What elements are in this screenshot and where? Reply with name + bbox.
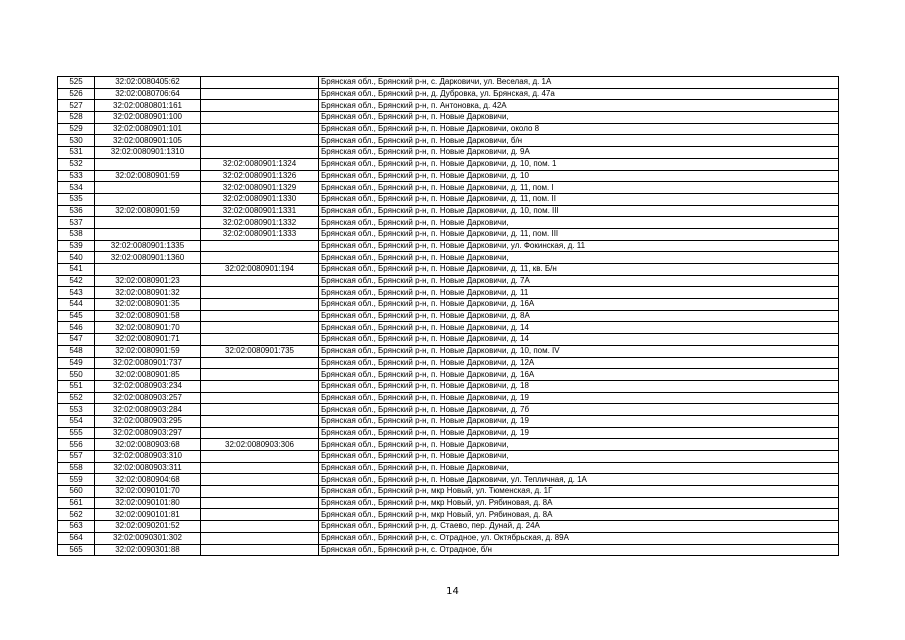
table-row <box>58 310 839 322</box>
cadastral-number-cell <box>95 264 201 276</box>
related-cadastral-number-cell <box>201 287 319 299</box>
row-number-cell: 525 <box>58 77 95 89</box>
row-number-cell: 552 <box>58 392 95 404</box>
row-number-cell: 556 <box>58 439 95 451</box>
table-row <box>58 322 839 334</box>
table-row <box>58 147 839 159</box>
related-cadastral-number-cell <box>201 240 319 252</box>
cadastral-number-cell: 32:02:0090201:52 <box>95 521 201 533</box>
cadastral-number-cell: 32:02:0090101:70 <box>95 486 201 498</box>
table-row <box>58 427 839 439</box>
address-cell: Брянская обл., Брянский р-н, п. Новые Дарковичи, около 8 <box>319 123 839 135</box>
table-row <box>58 439 839 451</box>
table-row <box>58 521 839 533</box>
row-number-cell: 538 <box>58 228 95 240</box>
row-number-cell: 528 <box>58 112 95 124</box>
row-number-cell: 555 <box>58 427 95 439</box>
cadastral-number-cell: 32:02:0080903:311 <box>95 462 201 474</box>
table-row <box>58 369 839 381</box>
table-row <box>58 158 839 170</box>
related-cadastral-number-cell <box>201 135 319 147</box>
row-number-cell: 565 <box>58 544 95 556</box>
cadastral-number-cell: 32:02:0080903:295 <box>95 415 201 427</box>
related-cadastral-number-cell: 32:02:0080901:1333 <box>201 228 319 240</box>
table-row <box>58 357 839 369</box>
address-cell: Брянская обл., Брянский р-н, п. Новые Дарковичи, д. 9А <box>319 147 839 159</box>
row-number-cell: 560 <box>58 486 95 498</box>
cadastral-number-cell <box>95 228 201 240</box>
related-cadastral-number-cell <box>201 322 319 334</box>
related-cadastral-number-cell <box>201 252 319 264</box>
address-cell: Брянская обл., Брянский р-н, мкр Новый, ул. Тюменская, д. 1Г <box>319 486 839 498</box>
related-cadastral-number-cell: 32:02:0080903:306 <box>201 439 319 451</box>
property-register-table <box>57 76 839 556</box>
address-cell: Брянская обл., Брянский р-н, п. Новые Дарковичи, д. 7А <box>319 275 839 287</box>
address-cell: Брянская обл., Брянский р-н, п. Новые Дарковичи, д. 10 <box>319 170 839 182</box>
related-cadastral-number-cell: 32:02:0080901:1324 <box>201 158 319 170</box>
table-row <box>58 182 839 194</box>
row-number-cell: 558 <box>58 462 95 474</box>
row-number-cell: 550 <box>58 369 95 381</box>
cadastral-number-cell: 32:02:0080801:161 <box>95 100 201 112</box>
related-cadastral-number-cell <box>201 147 319 159</box>
cadastral-number-cell: 32:02:0080901:737 <box>95 357 201 369</box>
address-cell: Брянская обл., Брянский р-н, п. Новые Дарковичи, <box>319 439 839 451</box>
table-row <box>58 299 839 311</box>
address-cell: Брянская обл., Брянский р-н, п. Новые Дарковичи, ул. Фокинская, д. 11 <box>319 240 839 252</box>
row-number-cell: 530 <box>58 135 95 147</box>
cadastral-number-cell <box>95 158 201 170</box>
cadastral-number-cell: 32:02:0080901:1335 <box>95 240 201 252</box>
cadastral-number-cell: 32:02:0090301:88 <box>95 544 201 556</box>
cadastral-number-cell <box>95 193 201 205</box>
cadastral-number-cell: 32:02:0080903:68 <box>95 439 201 451</box>
table-row <box>58 486 839 498</box>
cadastral-number-cell: 32:02:0090101:81 <box>95 509 201 521</box>
address-cell: Брянская обл., Брянский р-н, п. Новые Дарковичи, д. 19 <box>319 415 839 427</box>
cadastral-number-cell: 32:02:0090101:80 <box>95 497 201 509</box>
address-cell: Брянская обл., Брянский р-н, с. Дарковичи, ул. Веселая, д. 1А <box>319 77 839 89</box>
address-cell: Брянская обл., Брянский р-н, мкр Новый, ул. Рябиновая, д. 8А <box>319 497 839 509</box>
cadastral-number-cell: 32:02:0080901:1360 <box>95 252 201 264</box>
cadastral-number-cell: 32:02:0080903:284 <box>95 404 201 416</box>
row-number-cell: 546 <box>58 322 95 334</box>
related-cadastral-number-cell: 32:02:0080901:194 <box>201 264 319 276</box>
page-number: 14 <box>446 586 459 597</box>
table-row <box>58 345 839 357</box>
address-cell: Брянская обл., Брянский р-н, п. Новые Дарковичи, <box>319 462 839 474</box>
related-cadastral-number-cell <box>201 521 319 533</box>
row-number-cell: 561 <box>58 497 95 509</box>
table-row <box>58 497 839 509</box>
row-number-cell: 543 <box>58 287 95 299</box>
address-cell: Брянская обл., Брянский р-н, д. Дубровка, ул. Брянская, д. 47а <box>319 88 839 100</box>
table-row <box>58 404 839 416</box>
related-cadastral-number-cell <box>201 380 319 392</box>
table-row <box>58 240 839 252</box>
cadastral-number-cell <box>95 217 201 229</box>
related-cadastral-number-cell <box>201 497 319 509</box>
row-number-cell: 533 <box>58 170 95 182</box>
related-cadastral-number-cell <box>201 392 319 404</box>
address-cell: Брянская обл., Брянский р-н, п. Новые Дарковичи, д. 10, пом. IV <box>319 345 839 357</box>
row-number-cell: 562 <box>58 509 95 521</box>
table-row <box>58 193 839 205</box>
address-cell: Брянская обл., Брянский р-н, п. Новые Дарковичи, д. 19 <box>319 427 839 439</box>
row-number-cell: 544 <box>58 299 95 311</box>
related-cadastral-number-cell <box>201 509 319 521</box>
cadastral-number-cell: 32:02:0080901:23 <box>95 275 201 287</box>
related-cadastral-number-cell: 32:02:0080901:1330 <box>201 193 319 205</box>
table-row <box>58 392 839 404</box>
related-cadastral-number-cell <box>201 275 319 287</box>
related-cadastral-number-cell <box>201 88 319 100</box>
address-cell: Брянская обл., Брянский р-н, п. Новые Дарковичи, д. 18 <box>319 380 839 392</box>
address-cell: Брянская обл., Брянский р-н, с. Отрадное, б/н <box>319 544 839 556</box>
table-row <box>58 170 839 182</box>
table-row <box>58 252 839 264</box>
row-number-cell: 534 <box>58 182 95 194</box>
cadastral-number-cell: 32:02:0080901:32 <box>95 287 201 299</box>
address-cell: Брянская обл., Брянский р-н, п. Новые Дарковичи, <box>319 112 839 124</box>
row-number-cell: 540 <box>58 252 95 264</box>
register-table-body <box>58 77 839 556</box>
row-number-cell: 537 <box>58 217 95 229</box>
related-cadastral-number-cell <box>201 404 319 416</box>
row-number-cell: 548 <box>58 345 95 357</box>
row-number-cell: 557 <box>58 451 95 463</box>
cadastral-number-cell: 32:02:0080901:59 <box>95 170 201 182</box>
row-number-cell: 547 <box>58 334 95 346</box>
row-number-cell: 559 <box>58 474 95 486</box>
cadastral-number-cell: 32:02:0080901:105 <box>95 135 201 147</box>
table-row <box>58 77 839 89</box>
row-number-cell: 549 <box>58 357 95 369</box>
address-cell: Брянская обл., Брянский р-н, п. Новые Дарковичи, д. 11, пом. I <box>319 182 839 194</box>
address-cell: Брянская обл., Брянский р-н, п. Новые Дарковичи, д. 10, пом. 1 <box>319 158 839 170</box>
table-row <box>58 264 839 276</box>
table-row <box>58 123 839 135</box>
address-cell: Брянская обл., Брянский р-н, п. Новые Дарковичи, д. 11, пом. II <box>319 193 839 205</box>
address-cell: Брянская обл., Брянский р-н, п. Новые Дарковичи, д. 10, пом. III <box>319 205 839 217</box>
address-cell: Брянская обл., Брянский р-н, п. Новые Дарковичи, д. 19 <box>319 392 839 404</box>
table-row <box>58 380 839 392</box>
cadastral-number-cell: 32:02:0080901:70 <box>95 322 201 334</box>
table-row <box>58 509 839 521</box>
table-row <box>58 100 839 112</box>
row-number-cell: 564 <box>58 532 95 544</box>
table-row <box>58 205 839 217</box>
address-cell: Брянская обл., Брянский р-н, п. Новые Дарковичи, б/н <box>319 135 839 147</box>
related-cadastral-number-cell: 32:02:0080901:1329 <box>201 182 319 194</box>
address-cell: Брянская обл., Брянский р-н, п. Новые Дарковичи, ул. Тепличная, д. 1А <box>319 474 839 486</box>
row-number-cell: 542 <box>58 275 95 287</box>
row-number-cell: 553 <box>58 404 95 416</box>
cadastral-number-cell: 32:02:0080901:59 <box>95 345 201 357</box>
address-cell: Брянская обл., Брянский р-н, д. Стаево, пер. Дунай, д. 24А <box>319 521 839 533</box>
cadastral-number-cell: 32:02:0080706:64 <box>95 88 201 100</box>
row-number-cell: 532 <box>58 158 95 170</box>
table-row <box>58 532 839 544</box>
table-row <box>58 228 839 240</box>
row-number-cell: 536 <box>58 205 95 217</box>
related-cadastral-number-cell <box>201 123 319 135</box>
row-number-cell: 563 <box>58 521 95 533</box>
cadastral-number-cell <box>95 182 201 194</box>
row-number-cell: 539 <box>58 240 95 252</box>
cadastral-number-cell: 32:02:0080405:62 <box>95 77 201 89</box>
address-cell: Брянская обл., Брянский р-н, п. Антоновка, д. 42А <box>319 100 839 112</box>
address-cell: Брянская обл., Брянский р-н, п. Новые Дарковичи, д. 14 <box>319 322 839 334</box>
related-cadastral-number-cell <box>201 112 319 124</box>
related-cadastral-number-cell: 32:02:0080901:1331 <box>201 205 319 217</box>
row-number-cell: 527 <box>58 100 95 112</box>
address-cell: Брянская обл., Брянский р-н, п. Новые Дарковичи, д. 11, кв. Б/н <box>319 264 839 276</box>
cadastral-number-cell: 32:02:0080901:58 <box>95 310 201 322</box>
address-cell: Брянская обл., Брянский р-н, п. Новые Дарковичи, д. 16А <box>319 369 839 381</box>
cadastral-number-cell: 32:02:0080901:1310 <box>95 147 201 159</box>
related-cadastral-number-cell <box>201 486 319 498</box>
row-number-cell: 541 <box>58 264 95 276</box>
cadastral-number-cell: 32:02:0080901:71 <box>95 334 201 346</box>
cadastral-number-cell: 32:02:0080901:85 <box>95 369 201 381</box>
related-cadastral-number-cell <box>201 427 319 439</box>
cadastral-number-cell: 32:02:0080901:101 <box>95 123 201 135</box>
address-cell: Брянская обл., Брянский р-н, п. Новые Дарковичи, д. 12А <box>319 357 839 369</box>
related-cadastral-number-cell <box>201 544 319 556</box>
cadastral-number-cell: 32:02:0080901:100 <box>95 112 201 124</box>
table-row <box>58 544 839 556</box>
related-cadastral-number-cell <box>201 415 319 427</box>
cadastral-number-cell: 32:02:0080903:310 <box>95 451 201 463</box>
related-cadastral-number-cell <box>201 369 319 381</box>
table-row <box>58 415 839 427</box>
related-cadastral-number-cell <box>201 474 319 486</box>
address-cell: Брянская обл., Брянский р-н, п. Новые Дарковичи, <box>319 252 839 264</box>
address-cell: Брянская обл., Брянский р-н, п. Новые Дарковичи, д. 14 <box>319 334 839 346</box>
row-number-cell: 545 <box>58 310 95 322</box>
related-cadastral-number-cell: 32:02:0080901:735 <box>201 345 319 357</box>
row-number-cell: 554 <box>58 415 95 427</box>
address-cell: Брянская обл., Брянский р-н, п. Новые Дарковичи, д. 11 <box>319 287 839 299</box>
cadastral-number-cell: 32:02:0080904:68 <box>95 474 201 486</box>
related-cadastral-number-cell <box>201 462 319 474</box>
cadastral-number-cell: 32:02:0080903:297 <box>95 427 201 439</box>
related-cadastral-number-cell <box>201 310 319 322</box>
related-cadastral-number-cell: 32:02:0080901:1326 <box>201 170 319 182</box>
row-number-cell: 526 <box>58 88 95 100</box>
address-cell: Брянская обл., Брянский р-н, п. Новые Дарковичи, д. 7б <box>319 404 839 416</box>
cadastral-number-cell: 32:02:0090301:302 <box>95 532 201 544</box>
table-row <box>58 287 839 299</box>
address-cell: Брянская обл., Брянский р-н, п. Новые Дарковичи, д. 16А <box>319 299 839 311</box>
related-cadastral-number-cell <box>201 451 319 463</box>
address-cell: Брянская обл., Брянский р-н, мкр Новый, ул. Рябиновая, д. 8А <box>319 509 839 521</box>
address-cell: Брянская обл., Брянский р-н, с. Отрадное, ул. Октябрьская, д. 89А <box>319 532 839 544</box>
address-cell: Брянская обл., Брянский р-н, п. Новые Дарковичи, <box>319 451 839 463</box>
address-cell: Брянская обл., Брянский р-н, п. Новые Дарковичи, д. 11, пом. III <box>319 228 839 240</box>
cadastral-number-cell: 32:02:0080903:234 <box>95 380 201 392</box>
table-row <box>58 462 839 474</box>
table-row <box>58 88 839 100</box>
cadastral-number-cell: 32:02:0080903:257 <box>95 392 201 404</box>
related-cadastral-number-cell: 32:02:0080901:1332 <box>201 217 319 229</box>
address-cell: Брянская обл., Брянский р-н, п. Новые Дарковичи, <box>319 217 839 229</box>
row-number-cell: 529 <box>58 123 95 135</box>
related-cadastral-number-cell <box>201 334 319 346</box>
related-cadastral-number-cell <box>201 532 319 544</box>
row-number-cell: 531 <box>58 147 95 159</box>
related-cadastral-number-cell <box>201 299 319 311</box>
table-row <box>58 451 839 463</box>
related-cadastral-number-cell <box>201 77 319 89</box>
related-cadastral-number-cell <box>201 100 319 112</box>
table-row <box>58 474 839 486</box>
related-cadastral-number-cell <box>201 357 319 369</box>
cadastral-number-cell: 32:02:0080901:35 <box>95 299 201 311</box>
table-row <box>58 135 839 147</box>
table-row <box>58 334 839 346</box>
table-row <box>58 217 839 229</box>
cadastral-number-cell: 32:02:0080901:59 <box>95 205 201 217</box>
table-row <box>58 275 839 287</box>
row-number-cell: 535 <box>58 193 95 205</box>
address-cell: Брянская обл., Брянский р-н, п. Новые Дарковичи, д. 8А <box>319 310 839 322</box>
row-number-cell: 551 <box>58 380 95 392</box>
table-row <box>58 112 839 124</box>
